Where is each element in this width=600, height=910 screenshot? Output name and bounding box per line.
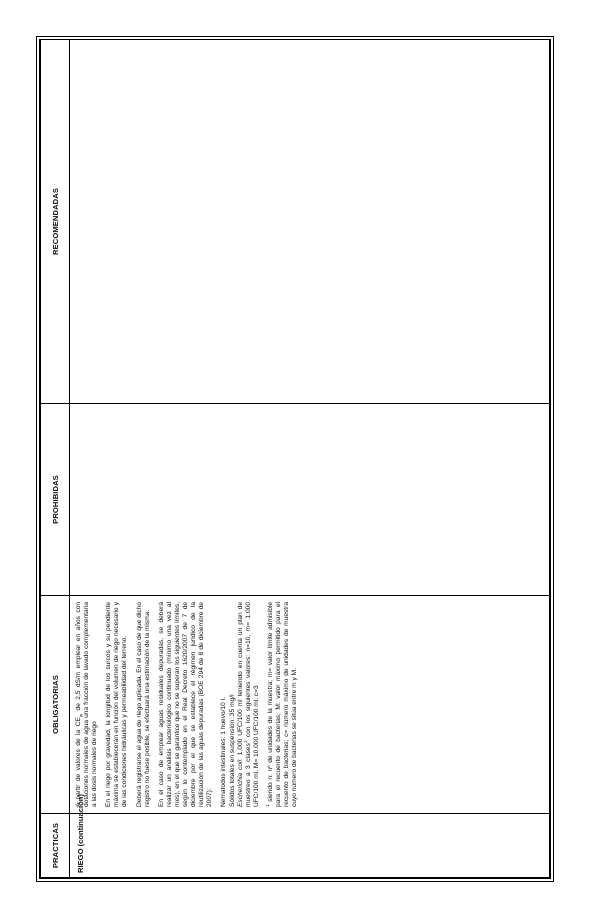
limit-solidos: Sólidos totales en suspensión: 35 mg/l: [228, 694, 236, 807]
cell-practica: [70, 794, 550, 878]
ecoli-footnote-ref: 1: [242, 740, 248, 744]
header-prohibidas: PROHIBIDAS: [41, 404, 70, 596]
cell-recomendadas: [70, 40, 550, 404]
rotated-table-wrapper: [40, 40, 550, 878]
table-header-row: [41, 40, 70, 878]
ecoli-text: : 1.000 UFC/100 ml teniendo en cuenta un plan de muestreo a 3 clases: [236, 601, 252, 807]
cell-prohibidas: [70, 404, 550, 596]
cell-obligatorias: [70, 596, 550, 814]
p1-post: de 2,5 dS/m emplear en años con dotaciones normales de agua una fracción de lavado complementaria a las dosis normales de riego: [75, 602, 99, 807]
obligatorias-paragraph-1: [75, 602, 99, 807]
footnote-text: siendo n: nº de unidades de la muestra; m= valor límite admisible para el recuento de bacterias; M: valor máximo permitido para el recuento de bacterias; c= número máximo de unidades de muestra cuyo número de bacterias se sitúa entre m y M.: [266, 602, 299, 807]
ecoli-name: Escherichia coli: [236, 760, 244, 807]
practica-label: RIEGO (continuación): [76, 794, 85, 873]
obligatorias-paragraph-4: En el caso de emplear aguas residuales depuradas, se deberá realizar un análisis bacteriológico continuado (mínimo una vez al mes), en el que se garantice que no se superan los siguientes límites, según lo contemplado en el Real Decreto 1620/2007 de 7 de diciembre por el que se establece el régimen jurídico de la reutilización de las aguas depuradas (BOE 294 de 8 de diciembre de 2007):: [157, 602, 214, 807]
limit-ecoli: [237, 602, 261, 807]
footnote-mark: 1: [264, 804, 270, 807]
obligatorias-paragraph-2: En el riego por gravedad, la longitud de los surcos y su pendiente máxima se establecerán en función del volumen de riego necesario y de las condiciones hidráulicas y permeabilidad del terreno.: [105, 602, 129, 807]
ecoli-values: con los siguientes valores: n=10, m= 1.000 UFC/100 ml, M= 10.000 UFC/100 ml, c=3: [244, 602, 260, 807]
p1-sub: w: [78, 713, 84, 718]
limit-nematodos: Nematodos intestinales: 1 huevo/10 l.: [220, 697, 228, 807]
header-recomendadas: RECOMENDADAS: [41, 40, 70, 404]
p1-pre: A partir de valores de la CE: [75, 717, 82, 807]
obligatorias-paragraph-3: Deberá registrarse el agua de riego aplicada. En el caso de que dicho registro no fuese posible, se efectuará una estimación de la misma.: [135, 602, 151, 807]
table-row: [70, 40, 550, 878]
limits-list: [220, 602, 260, 807]
footnote: [264, 602, 299, 807]
header-practicas: PRACTICAS: [41, 814, 70, 878]
obligatorias-content: [70, 596, 299, 813]
header-obligatorias: OBLIGATORIAS: [41, 596, 70, 814]
practices-table: [40, 39, 550, 878]
